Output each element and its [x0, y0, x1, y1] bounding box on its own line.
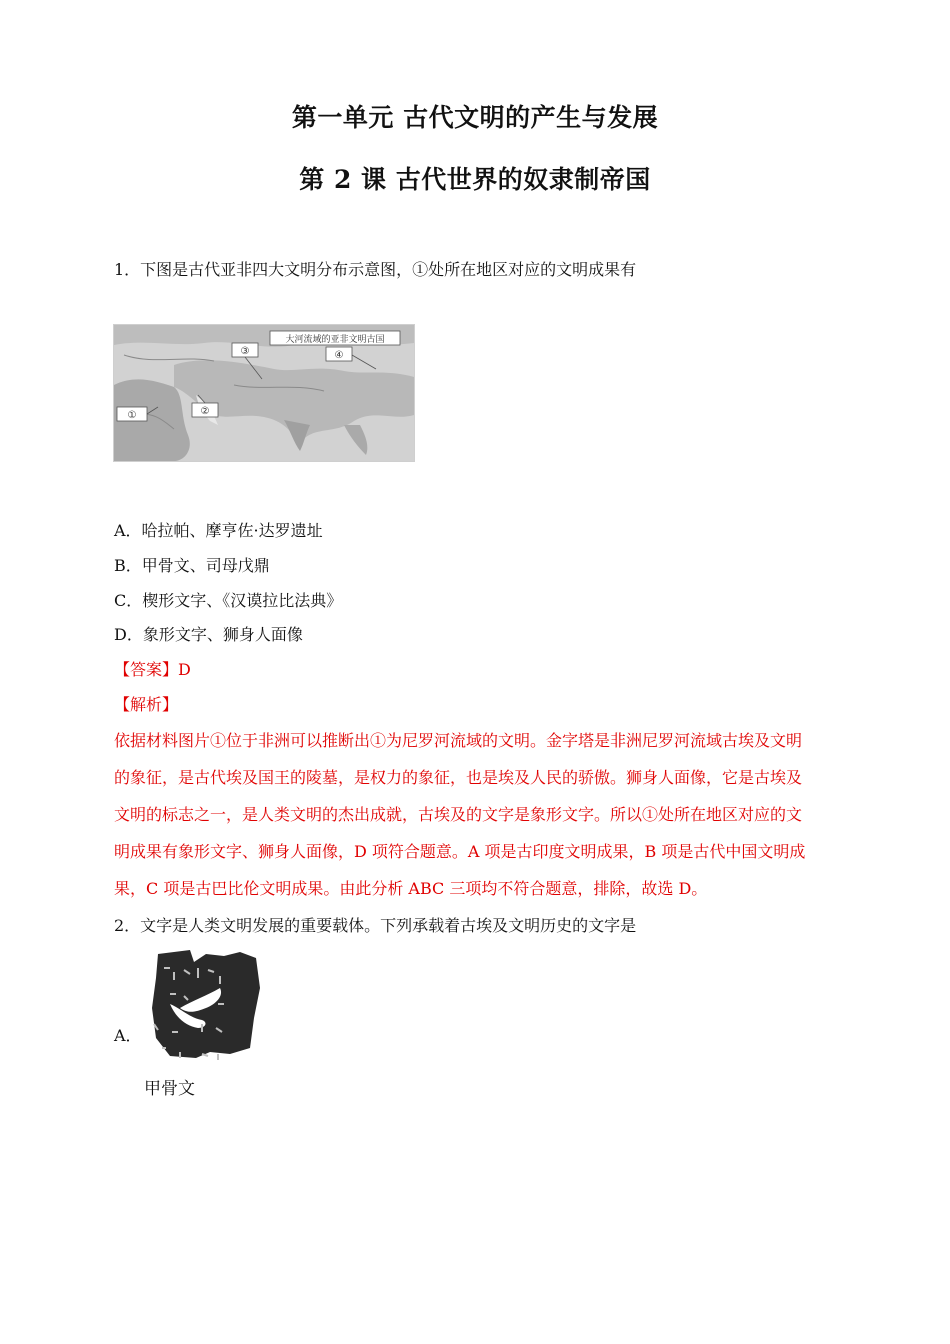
- map-marker-3: ③: [240, 346, 250, 357]
- question-2-option-a-label: A．: [114, 1026, 142, 1045]
- option-c: C．楔形文字、《汉谟拉比法典》: [114, 591, 343, 610]
- map-marker-2: ②: [200, 406, 210, 417]
- oracle-bone-illustration: [150, 948, 262, 1060]
- analysis-text: [114, 722, 838, 907]
- analysis-label: 【解析】: [114, 695, 179, 714]
- option-d: D．象形文字、狮身人面像: [114, 625, 303, 644]
- analysis-line-5: 果，C 项是古巴比伦文明成果。由此分析 ABC 三项均不符合题意，排除，故选 D。: [114, 879, 708, 898]
- option-b: B．甲骨文、司母戊鼎: [114, 556, 270, 575]
- map-title-text: 大河流域的亚非文明古国: [285, 335, 385, 345]
- map-figure: [113, 324, 415, 462]
- question-1-stem: 1．下图是古代亚非四大文明分布示意图，①处所在地区对应的文明成果有: [114, 260, 637, 279]
- answer-label: 【答案】D: [114, 660, 191, 679]
- oracle-bone-image: [150, 948, 262, 1060]
- analysis-line-2: 的象征，是古代埃及国王的陵墓，是权力的象征，也是埃及人民的骄傲。狮身人面像，它是古埃及: [114, 768, 803, 787]
- question-2-stem: 2．文字是人类文明发展的重要载体。下列承载着古埃及文明历史的文字是: [114, 916, 637, 935]
- map-illustration: [114, 325, 414, 461]
- map-marker-4: ④: [334, 350, 344, 361]
- map-marker-1: ①: [127, 410, 137, 421]
- oracle-bone-caption: 甲骨文: [144, 1079, 195, 1099]
- analysis-line-3: 文明的标志之一，是人类文明的杰出成就，古埃及的文字是象形文字。所以①处所在地区对应的文: [114, 805, 803, 824]
- analysis-line-1: 依据材料图片①位于非洲可以推断出①为尼罗河流域的文明。金字塔是非洲尼罗河流域古埃及文明: [114, 731, 803, 750]
- unit-title: 第一单元 古代文明的产生与发展: [291, 103, 659, 132]
- option-a: A．哈拉帕、摩亨佐·达罗遗址: [114, 521, 323, 540]
- analysis-line-4: 明成果有象形文字、狮身人面像，D 项符合题意。A 项是古印度文明成果，B 项是古代中国文明成: [114, 842, 806, 861]
- lesson-title: 第 2 课 古代世界的奴隶制帝国: [299, 165, 651, 194]
